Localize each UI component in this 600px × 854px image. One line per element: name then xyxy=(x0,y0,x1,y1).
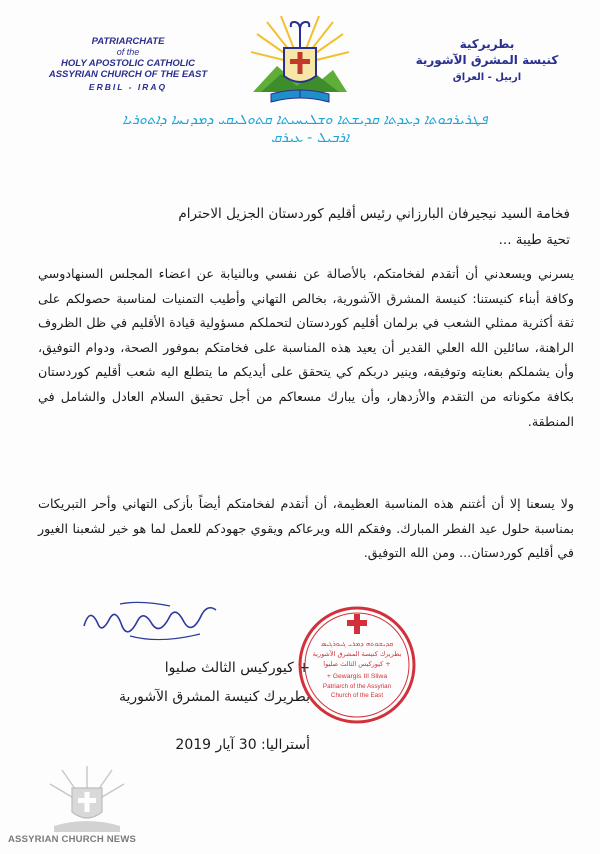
patriarch-seal-stamp xyxy=(292,604,422,726)
letter-paragraph-2: ولا يسعنا إلا أن أغتنم هذه المناسبة العظيمة، أن أتقدم لفخامتكم أيضاً بأزكى التهاني وأحر التبريكات بمناسبة حلول عيد الفطر المبارك. وفقكم الله ويرعاكم ويقوي جهودكم للعمل لما هو خير لشعبنا الغيور في أقليم كوردستان... ومن الله التوفيق. xyxy=(38,496,574,561)
handwritten-signature xyxy=(80,596,220,648)
svg-text:Patriarch of the Assyrian: Patriarch of the Assyrian xyxy=(322,683,392,690)
letterhead-syriac-line2: ܐܪܒܝܠ - ܥܝܪܩ xyxy=(270,130,350,146)
svg-text:+ Gewargis III Sliwa: + Gewargis III Sliwa xyxy=(326,673,388,680)
letter-salutation: فخامة السيد نيجيرفان البارزاني رئيس أقليم كوردستان الجزيل الاحترام xyxy=(178,206,570,222)
watermark-label: ASSYRIAN CHURCH NEWS xyxy=(8,834,137,845)
svg-text:ܩܕܝܫܘܬܗ ܕܡܪܝ ܓܝܘܪܓܝܣ: ܩܕܝܫܘܬܗ ܕܡܪܝ ܓܝܘܪܓܝܣ xyxy=(320,640,394,648)
svg-text:Church of the East: Church of the East xyxy=(330,692,384,699)
letterhead-en-location: ERBIL - IRAQ xyxy=(88,82,168,92)
letterhead-arabic xyxy=(402,36,572,86)
letterhead-en-line4: ASSYRIAN CHURCH OF THE EAST xyxy=(48,69,208,80)
signatory-title: بطريرك كنيسة المشرق الآشورية xyxy=(118,689,310,705)
letter-greeting: تحية طيبة ... xyxy=(498,232,570,248)
letterhead-en-line3: HOLY APOSTOLIC CATHOLIC xyxy=(60,58,196,69)
letterhead-syriac-line1: ܦܛܪܝܪܟܘܬܐ ܕܥܕܬܐ ܩܕܝܫܬܐ ܘܫܠܝܚܝܬܐ ܩܬܘܠܝܩܝ ܕܡܕܢܚܐ ܕܐܬܘܪܝܐ xyxy=(122,112,488,128)
letterhead-en-line2: of the xyxy=(116,47,140,57)
letterhead-ar-location: اربيل - العراق xyxy=(452,72,522,83)
letter-date: أستراليا: 30 آيار 2019 xyxy=(175,737,310,753)
letterhead-en-line1: PATRIARCHATE xyxy=(91,36,165,47)
letterhead-ar-line2: كنيسة المشرق الآشورية xyxy=(415,53,559,67)
letterhead-ar-line1: بطريركية xyxy=(459,37,515,51)
svg-text:+ كيوركيس الثالث صليوا: + كيوركيس الثالث صليوا xyxy=(323,660,391,668)
letterhead-english xyxy=(28,36,228,93)
assyrian-church-news-logo xyxy=(42,766,132,832)
signatory-name: + كيوركيس الثالث صليوا xyxy=(164,660,310,676)
svg-text:بطريرك كنيسة المشرق الآشورية: بطريرك كنيسة المشرق الآشورية xyxy=(312,650,402,658)
church-emblem-logo xyxy=(247,14,353,114)
letter-paragraph-1: يسرني ويسعدني أن أتقدم لفخامتكم، بالأصالة عن نفسي وبالنيابة عن اعضاء المجلس السنهادوسي وكافة أبناء كنيستنا: كنيسة المشرق الآشورية، بخالص التهاني وأطيب التمنيات لمناسبة حصولكم على ثقة أكثرية ممثلي الشعب في برلمان أقليم كوردستان لتحملكم مسؤولية قيادة الأقليم في ظل الظروف الراهنة، سائلين الله العلي القدير أن يعيد هذه المناسبة على فخامتكم بموفور الصحة، ودوام التوفيق، وأن يشملكم بعنايته وتوفيقه، وينير دربكم كي يتحقق على أيديكم ما يتطلع اليه شعب أقليم كوردستان بكافة مكوناته من التقدم والأزدهار، وأن يبارك مسعاكم من أجل تحقيق السلام العادل والشامل في المنطقة. xyxy=(38,266,574,429)
